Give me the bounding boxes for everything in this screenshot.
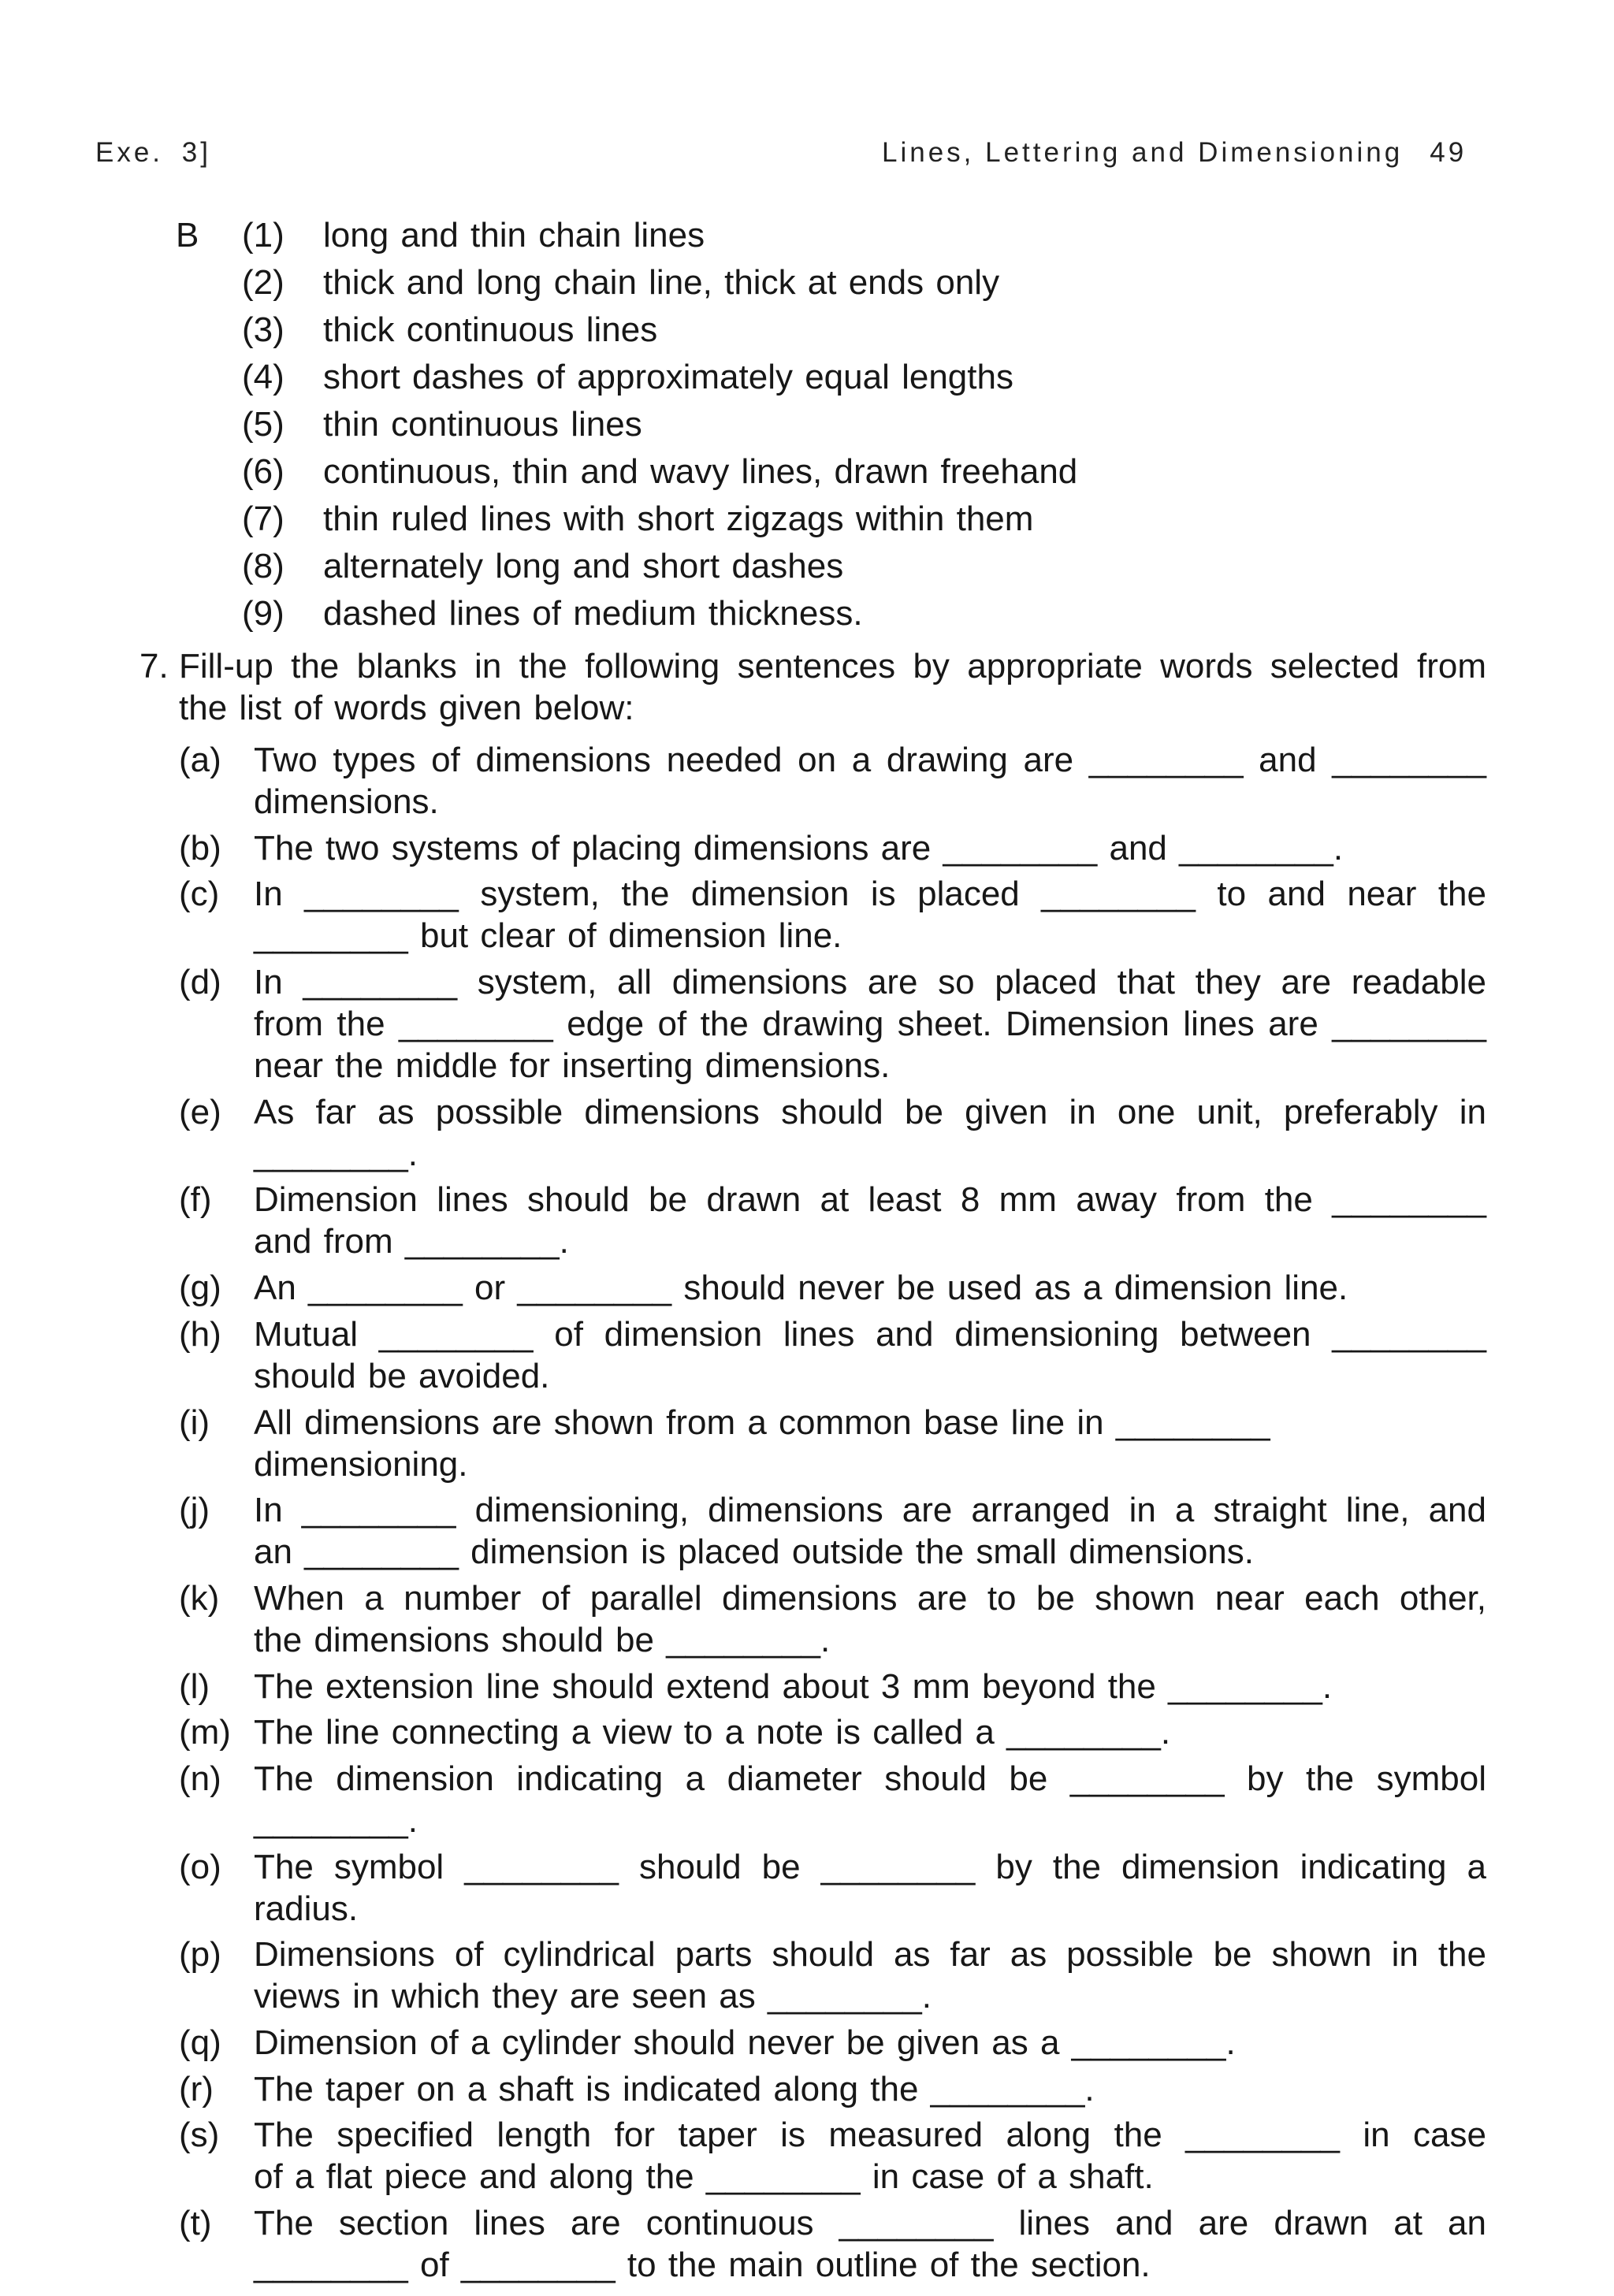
fill-in-item: [0, 1711, 1614, 1753]
item-line: The dimension indicating a diameter should be ________ by the symbol: [254, 1759, 1486, 1798]
item-label: (m): [179, 1713, 231, 1752]
item-label: (8): [242, 546, 284, 585]
item-label: (3): [242, 310, 284, 349]
fill-in-item: [0, 827, 1614, 869]
fill-in-item: [0, 1179, 1614, 1262]
item-text: long and thin chain lines: [323, 215, 705, 254]
item-text: [254, 2068, 1486, 2110]
item-text: thin continuous lines: [323, 404, 642, 444]
running-header: [882, 137, 1467, 169]
fill-in-item: [0, 1267, 1614, 1309]
item-line: Dimension of a cylinder should never be given as a ________.: [254, 2023, 1236, 2062]
item-text: [254, 873, 1486, 957]
item-label: (q): [179, 2023, 221, 2062]
item-text: [254, 961, 1486, 1087]
item-label: (b): [179, 828, 221, 868]
line-type-item: [0, 498, 1614, 540]
item-line: the dimensions should be ________.: [254, 1620, 831, 1659]
line-type-item: [0, 403, 1614, 445]
fill-in-item: [0, 1091, 1614, 1175]
item-text: [254, 1577, 1486, 1661]
question-number: 7.: [139, 646, 169, 685]
item-line: an ________ dimension is placed outside the small dimensions.: [254, 1533, 1254, 1572]
fill-in-item: [0, 1758, 1614, 1841]
item-line: dimensions.: [254, 782, 439, 821]
fill-in-item: [0, 1577, 1614, 1661]
item-line: The extension line should extend about 3 mm beyond the ________.: [254, 1666, 1333, 1706]
fill-in-item: [0, 1313, 1614, 1397]
item-label: (g): [179, 1269, 221, 1308]
fill-in-item: [0, 2068, 1614, 2110]
item-label: (k): [179, 1578, 220, 1618]
item-label: (h): [179, 1314, 221, 1354]
item-line: As far as possible dimensions should be given in one unit, preferably in: [254, 1092, 1486, 1131]
item-line: When a number of parallel dimensions are to be shown near each other,: [254, 1578, 1486, 1618]
item-text: alternately long and short dashes: [323, 546, 844, 585]
line-type-item: [0, 356, 1614, 398]
item-line: should be avoided.: [254, 1356, 550, 1395]
item-text: [254, 2022, 1486, 2064]
item-line: The symbol ________ should be ________ by the dimension indicating a: [254, 1847, 1486, 1886]
item-line: Dimension lines should be drawn at least 8 mm away from the ________: [254, 1180, 1486, 1220]
item-line: All dimensions are shown from a common base line in ________ dimensioning.: [254, 1402, 1270, 1484]
running-header-exercise: Exe. 3]: [95, 137, 211, 168]
fill-in-item: [0, 2022, 1614, 2064]
item-text: thin ruled lines with short zigzags within them: [323, 499, 1034, 538]
item-label: (t): [179, 2204, 212, 2243]
item-text: [254, 1758, 1486, 1841]
item-text: [254, 1489, 1486, 1573]
question-text-line: the list of words given below:: [179, 688, 634, 727]
item-text: short dashes of approximately equal lengths: [323, 357, 1013, 396]
line-type-item: [0, 545, 1614, 587]
fill-in-item: [0, 1402, 1614, 1485]
item-text: [254, 827, 1486, 869]
fill-in-item: [0, 1666, 1614, 1707]
fill-in-item: [0, 1846, 1614, 1930]
item-label: (s): [179, 2116, 220, 2155]
item-label: (5): [242, 404, 284, 444]
fill-in-item: [0, 2202, 1614, 2286]
item-line: The section lines are continuous ________ lines and are drawn at an: [254, 2204, 1486, 2243]
item-line: views in which they are seen as ________.: [254, 1977, 932, 2016]
running-header-title: Lines, Lettering and Dimensioning: [882, 137, 1404, 168]
fill-in-item: [0, 1489, 1614, 1573]
line-type-item: [0, 593, 1614, 634]
fill-in-item: [0, 739, 1614, 823]
item-label: (a): [179, 741, 221, 779]
item-label: (r): [179, 2069, 214, 2108]
fill-in-item: [0, 1934, 1614, 2017]
item-text: thick and long chain line, thick at ends only: [323, 262, 1000, 302]
item-line: near the middle for inserting dimensions.: [254, 1046, 891, 1086]
item-line: Two types of dimensions needed on a drawing are ________ and ________: [254, 741, 1486, 779]
item-label: (i): [179, 1402, 210, 1442]
item-label: (c): [179, 875, 220, 914]
item-line: The taper on a shaft is indicated along the ________.: [254, 2069, 1095, 2108]
item-text: thick continuous lines: [323, 310, 658, 349]
item-text: [254, 1934, 1486, 2017]
item-line: The specified length for taper is measured along the ________ in case: [254, 2116, 1486, 2155]
item-line: In ________ system, the dimension is placed ________ to and near the: [254, 875, 1486, 914]
item-text: [254, 1402, 1486, 1485]
fill-in-item: [0, 873, 1614, 957]
item-line: In ________ dimensioning, dimensions are arranged in a straight line, and: [254, 1491, 1486, 1530]
item-line: ________.: [254, 1134, 418, 1173]
item-line: ________ but clear of dimension line.: [254, 916, 842, 956]
item-text: [254, 1091, 1486, 1175]
question-intro: [179, 645, 1486, 729]
item-line: ________.: [254, 1800, 418, 1840]
item-label: (d): [179, 963, 221, 1002]
item-line: An ________ or ________ should never be used as a dimension line.: [254, 1269, 1348, 1308]
item-text: [254, 1267, 1486, 1309]
item-label: (o): [179, 1847, 221, 1886]
item-line: Dimensions of cylindrical parts should as far as possible be shown in the: [254, 1935, 1486, 1975]
item-label: (l): [179, 1666, 210, 1706]
item-text: [254, 739, 1486, 823]
item-label: (n): [179, 1759, 221, 1798]
item-line: of a flat piece and along the ________ in case of a shaft.: [254, 2157, 1154, 2197]
item-label: (6): [242, 451, 284, 491]
item-line: radius.: [254, 1889, 359, 1928]
item-label: (4): [242, 357, 284, 396]
item-line: and from ________.: [254, 1222, 569, 1261]
item-text: [254, 2202, 1486, 2286]
item-label: (7): [242, 499, 284, 538]
item-line: from the ________ edge of the drawing sheet. Dimension lines are ________: [254, 1005, 1486, 1044]
item-text: [254, 1846, 1486, 1930]
line-type-item: [0, 262, 1614, 303]
item-text: [254, 2114, 1486, 2198]
item-label: (j): [179, 1491, 210, 1530]
fill-in-item: [0, 2114, 1614, 2198]
item-text: [254, 1711, 1486, 1753]
item-line: In ________ system, all dimensions are so placed that they are readable: [254, 963, 1486, 1002]
item-text: continuous, thin and wavy lines, drawn freehand: [323, 451, 1078, 491]
item-text: [254, 1666, 1486, 1707]
section-b-marker: B: [176, 215, 199, 254]
fill-in-item: [0, 961, 1614, 1087]
fill-in-list: [0, 739, 1614, 2286]
item-text: [254, 1179, 1486, 1262]
item-label: (2): [242, 262, 284, 302]
line-type-item: [0, 214, 1614, 256]
item-label: (p): [179, 1935, 221, 1975]
item-text: [254, 1313, 1486, 1397]
question-text-line: Fill-up the blanks in the following sentences by appropriate words selected from: [179, 646, 1486, 685]
line-type-item: [0, 309, 1614, 351]
item-label: (1): [242, 215, 284, 254]
item-label: (9): [242, 593, 284, 633]
item-line: The line connecting a view to a note is called a ________.: [254, 1713, 1171, 1752]
item-line: ________ of ________ to the main outline of the section.: [254, 2246, 1151, 2285]
section-b-list: [0, 214, 1614, 640]
item-label: (e): [179, 1092, 221, 1131]
page-number: 49: [1430, 137, 1467, 168]
item-text: dashed lines of medium thickness.: [323, 593, 863, 633]
line-type-item: [0, 451, 1614, 492]
item-line: The two systems of placing dimensions are ________ and ________.: [254, 828, 1344, 868]
item-line: Mutual ________ of dimension lines and dimensioning between ________: [254, 1314, 1486, 1354]
item-label: (f): [179, 1180, 212, 1220]
